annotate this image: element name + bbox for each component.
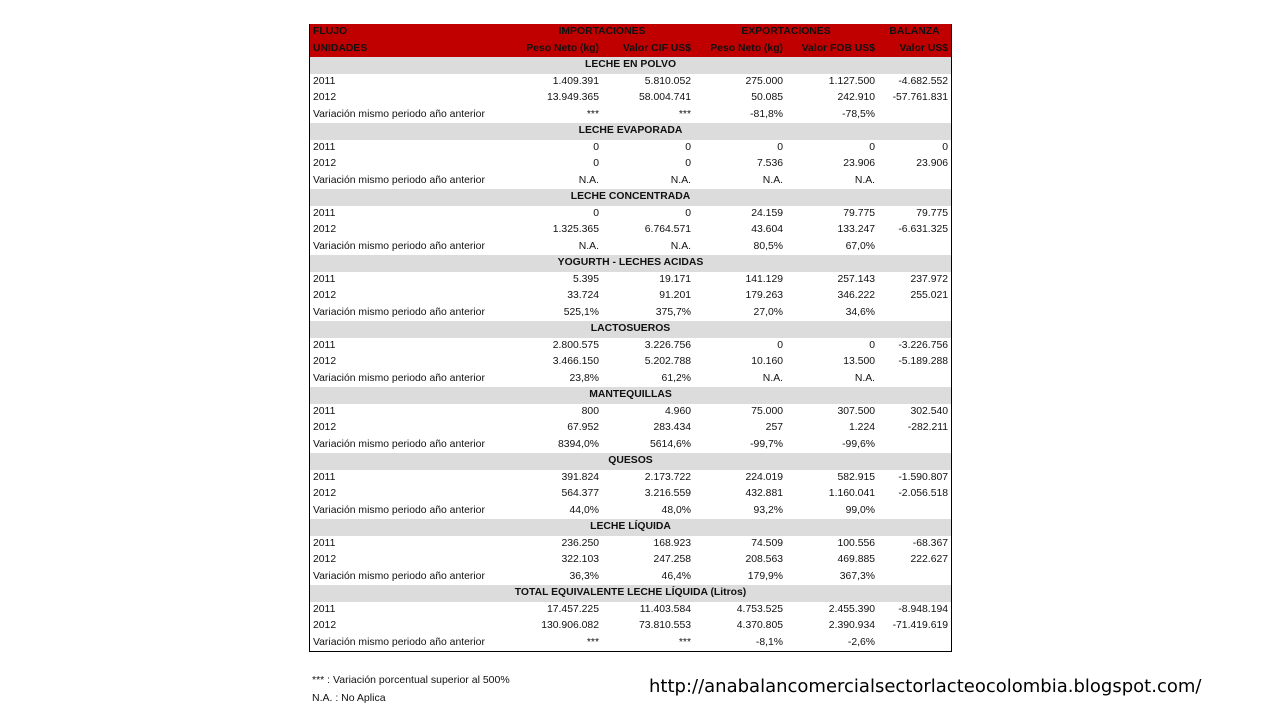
section-title: MANTEQUILLAS (310, 387, 951, 404)
row-label: 2011 (313, 207, 336, 219)
table-cell: 91.201 (659, 290, 692, 302)
section-header (310, 387, 951, 404)
table-cell: 0 (685, 207, 692, 219)
table-cell: 0 (593, 158, 599, 170)
table-cell (878, 437, 951, 454)
table-cell: 236.250 (561, 537, 599, 549)
table-cell: 43.604 (751, 224, 784, 236)
table-cell: 8394,0% (557, 438, 599, 450)
table-cell: 432.881 (745, 488, 784, 500)
table-cell: -1.590.807 (898, 471, 949, 483)
row-label: 2012 (313, 224, 337, 236)
row-label: Variación mismo periodo año anterior (313, 174, 485, 186)
table-cell: -8.948.194 (898, 603, 949, 615)
table-cell: 58.004.741 (639, 92, 692, 104)
table-cell: 1.325.365 (552, 224, 599, 236)
table-cell: 48,0% (661, 504, 692, 516)
table-row (310, 354, 951, 371)
table-cell: N.A. (854, 372, 876, 384)
header-exp-valor: Valor FOB US$ (786, 41, 878, 58)
row-label: Variación mismo periodo año anterior (313, 570, 485, 582)
row-label: Variación mismo periodo año anterior (313, 504, 485, 516)
table-row (310, 552, 951, 569)
table-cell: 5.395 (572, 273, 599, 285)
table-cell (878, 635, 951, 652)
table-cell: 1.409.391 (552, 75, 599, 87)
table-cell: *** (510, 635, 602, 652)
section-title: LECHE CONCENTRADA (310, 189, 951, 206)
trade-balance-sheet (309, 24, 952, 652)
table-row (310, 156, 951, 173)
table-cell: -99,6% (842, 438, 876, 450)
table-cell: 525,1% (563, 306, 599, 318)
row-label: Variación mismo periodo año anterior (313, 438, 485, 450)
table-cell: 13.949.365 (546, 92, 599, 104)
table-cell: 0 (777, 339, 784, 351)
table-cell: 141.129 (745, 273, 784, 285)
table-cell: 2.455.390 (828, 603, 876, 615)
table-cell: 67,0% (845, 240, 876, 252)
section-header (310, 321, 951, 338)
row-label: Variación mismo periodo año anterior (313, 306, 485, 318)
table-cell: 168.923 (653, 537, 692, 549)
table-cell: 391.824 (561, 471, 599, 483)
section-header (310, 255, 951, 272)
section-title: LECHE EN POLVO (310, 57, 951, 74)
section-title: QUESOS (310, 453, 951, 470)
section-title: LECHE LÍQUIDA (310, 519, 951, 536)
table-cell (878, 239, 951, 256)
table-cell: -99,7% (750, 438, 784, 450)
row-label: 2012 (313, 554, 337, 566)
header-unidades: UNIDADES (310, 41, 510, 58)
table-cell: 2.390.934 (828, 620, 876, 632)
table-cell: 375,7% (655, 306, 692, 318)
table-cell: 75.000 (751, 405, 784, 417)
table-cell: 5614,6% (649, 438, 692, 450)
table-cell: 582.915 (837, 471, 876, 483)
table-cell: 74.509 (751, 537, 784, 549)
table-cell: 73.810.553 (639, 620, 692, 632)
table-cell: 34,6% (845, 306, 876, 318)
table-cell: 27,0% (753, 306, 784, 318)
row-label: 2012 (313, 620, 337, 632)
table-cell (878, 305, 951, 322)
table-cell: 23.906 (843, 158, 876, 170)
table-cell: 283.434 (653, 422, 692, 434)
header-importaciones: IMPORTACIONES (510, 24, 694, 41)
table-cell: 224.019 (745, 471, 784, 483)
table-cell: 46,4% (661, 570, 692, 582)
table-cell: 469.885 (837, 554, 876, 566)
table-row (310, 635, 951, 652)
table-cell: -68.367 (912, 537, 949, 549)
table-cell: 0 (777, 141, 784, 153)
table-cell: 208.563 (745, 554, 784, 566)
table-row (310, 420, 951, 437)
table-cell: 99,0% (845, 504, 876, 516)
table-row (310, 470, 951, 487)
table-cell (878, 107, 951, 124)
table-row (310, 107, 951, 124)
table-row (310, 536, 951, 553)
section-header (310, 57, 951, 74)
table-cell: -5.189.288 (898, 356, 949, 368)
table-cell: 7.536 (757, 158, 784, 170)
table-cell: 3.216.559 (644, 488, 692, 500)
dairy-trade-table (310, 24, 951, 652)
table-cell: 800 (581, 405, 599, 417)
table-cell: 242.910 (837, 92, 876, 104)
table-cell: -8,1% (694, 635, 786, 652)
header-flujo: FLUJO (310, 24, 510, 41)
table-row (310, 173, 951, 190)
row-label: 2011 (313, 141, 336, 153)
row-label: 2012 (313, 356, 337, 368)
table-cell: 80,5% (753, 240, 784, 252)
table-row (310, 222, 951, 239)
table-cell (878, 371, 951, 388)
table-cell: -78,5% (842, 108, 876, 120)
table-cell: 179.263 (745, 290, 784, 302)
table-cell: -282.211 (907, 422, 949, 434)
table-row (310, 90, 951, 107)
table-cell: *** (586, 108, 599, 120)
table-cell: -6.631.325 (898, 224, 949, 236)
header-exportaciones: EXPORTACIONES (694, 24, 878, 41)
table-cell: -2,6% (786, 635, 878, 652)
header-row-flow (310, 24, 951, 41)
table-cell: 307.500 (837, 405, 876, 417)
header-imp-valor: Valor CIF US$ (602, 41, 694, 58)
table-cell: 0 (942, 141, 949, 153)
row-label: 2011 (313, 537, 336, 549)
footnotes (312, 671, 510, 707)
section-header (310, 585, 951, 602)
table-cell: 10.160 (751, 356, 784, 368)
table-cell: 2.800.575 (552, 339, 599, 351)
header-bal-valor: Valor US$ (878, 41, 951, 58)
table-row (310, 503, 951, 520)
header-row-units (310, 41, 951, 58)
header-imp-peso: Peso Neto (kg) (510, 41, 602, 58)
footnote-asterisks: *** : Variación porcentual superior al 500% (312, 674, 510, 686)
table-row (310, 602, 951, 619)
table-cell: 0 (685, 158, 692, 170)
table-cell: 237.972 (910, 273, 949, 285)
table-cell: 50.085 (751, 92, 784, 104)
table-cell: N.A. (854, 174, 876, 186)
row-label: Variación mismo periodo año anterior (313, 372, 485, 384)
table-cell (878, 173, 951, 190)
table-row (310, 288, 951, 305)
section-header (310, 189, 951, 206)
table-row (310, 618, 951, 635)
header-exp-peso: Peso Neto (kg) (694, 41, 786, 58)
table-row (310, 371, 951, 388)
table-cell: 4.370.805 (736, 620, 784, 632)
table-cell: 33.724 (567, 290, 599, 302)
section-title: LECHE EVAPORADA (310, 123, 951, 140)
table-cell: 24.159 (751, 207, 784, 219)
row-label: Variación mismo periodo año anterior (310, 635, 510, 652)
table-row (310, 338, 951, 355)
table-row (310, 305, 951, 322)
table-cell: N.A. (578, 240, 599, 252)
table-cell: 44,0% (569, 504, 599, 516)
row-label: 2011 (313, 273, 336, 285)
row-label: 2012 (313, 422, 337, 434)
table-cell: 346.222 (837, 290, 876, 302)
table-cell: 79.775 (916, 207, 949, 219)
table-cell: N.A. (762, 174, 784, 186)
table-cell: 61,2% (661, 372, 692, 384)
table-cell: 222.627 (910, 554, 949, 566)
header-balanza: BALANZA (878, 24, 951, 41)
table-cell: N.A. (670, 240, 692, 252)
table-cell: 2.173.722 (644, 471, 692, 483)
table-cell: 19.171 (659, 273, 692, 285)
table-cell: -71.419.619 (892, 620, 949, 632)
table-cell: 4.753.525 (736, 603, 784, 615)
table-row (310, 272, 951, 289)
table-cell: 322.103 (561, 554, 599, 566)
table-cell (878, 503, 951, 520)
table-cell: 11.403.584 (639, 603, 692, 615)
section-title: TOTAL EQUIVALENTE LECHE LÍQUIDA (Litros) (310, 585, 951, 602)
table-cell: 13.500 (843, 356, 876, 368)
table-row (310, 239, 951, 256)
table-cell: 0 (685, 141, 692, 153)
table-cell: 3.466.150 (552, 356, 599, 368)
table-cell: 564.377 (561, 488, 599, 500)
table-cell: N.A. (578, 174, 599, 186)
section-header (310, 519, 951, 536)
table-cell (878, 569, 951, 586)
table-row (310, 206, 951, 223)
source-url: http://anabalancomercialsectorlacteocolombia.blogspot.com/ (649, 676, 1202, 697)
table-cell: 130.906.082 (541, 620, 599, 632)
table-cell: -2.056.518 (898, 488, 949, 500)
table-cell: 275.000 (745, 75, 784, 87)
table-cell: -57.761.831 (892, 92, 949, 104)
table-cell: 93,2% (753, 504, 784, 516)
table-cell: 0 (593, 207, 599, 219)
table-cell: -4.682.552 (898, 75, 949, 87)
table-cell: 3.226.756 (644, 339, 692, 351)
table-row (310, 74, 951, 91)
section-title: LACTOSUEROS (310, 321, 951, 338)
table-cell: 302.540 (910, 405, 949, 417)
table-cell: N.A. (670, 174, 692, 186)
table-cell: 36,3% (569, 570, 599, 582)
table-cell: 100.556 (837, 537, 876, 549)
table-cell: 67.952 (567, 422, 599, 434)
footnote-na: N.A. : No Aplica (312, 692, 386, 704)
table-cell: 17.457.225 (546, 603, 599, 615)
row-label: Variación mismo periodo año anterior (313, 108, 485, 120)
row-label: 2011 (313, 471, 336, 483)
table-cell: 1.160.041 (828, 488, 876, 500)
table-cell: 179,9% (747, 570, 784, 582)
section-header (310, 123, 951, 140)
table-cell: 5.810.052 (644, 75, 692, 87)
table-cell: 1.127.500 (828, 75, 876, 87)
table-cell: 79.775 (843, 207, 876, 219)
table-row (310, 437, 951, 454)
row-label: 2012 (313, 92, 337, 104)
row-label: 2012 (313, 158, 337, 170)
table-cell: *** (678, 108, 692, 120)
table-cell: 0 (593, 141, 599, 153)
table-cell: 0 (869, 339, 876, 351)
table-cell: 255.021 (910, 290, 949, 302)
table-cell: 257 (765, 422, 784, 434)
table-cell: 367,3% (839, 570, 876, 582)
table-cell: *** (602, 635, 694, 652)
table-cell: -81,8% (750, 108, 784, 120)
row-label: 2011 (313, 75, 336, 87)
row-label: 2011 (313, 405, 336, 417)
table-cell: 0 (869, 141, 876, 153)
table-cell: 5.202.788 (644, 356, 692, 368)
table-row (310, 404, 951, 421)
table-row (310, 486, 951, 503)
table-cell: 1.224 (849, 422, 876, 434)
row-label: 2012 (313, 488, 337, 500)
row-label: Variación mismo periodo año anterior (313, 240, 485, 252)
row-label: 2012 (313, 290, 337, 302)
table-cell: 23,8% (569, 372, 599, 384)
table-cell: 6.764.571 (644, 224, 692, 236)
table-cell: 257.143 (837, 273, 876, 285)
table-cell: 247.258 (653, 554, 692, 566)
table-row (310, 140, 951, 157)
row-label: 2011 (313, 603, 336, 615)
table-cell: 133.247 (837, 224, 876, 236)
table-cell: N.A. (762, 372, 784, 384)
table-cell: 23.906 (916, 158, 949, 170)
table-cell: 4.960 (665, 405, 692, 417)
section-header (310, 453, 951, 470)
table-cell: -3.226.756 (898, 339, 949, 351)
row-label: 2011 (313, 339, 336, 351)
section-title: YOGURTH - LECHES ACIDAS (310, 255, 951, 272)
table-row (310, 569, 951, 586)
